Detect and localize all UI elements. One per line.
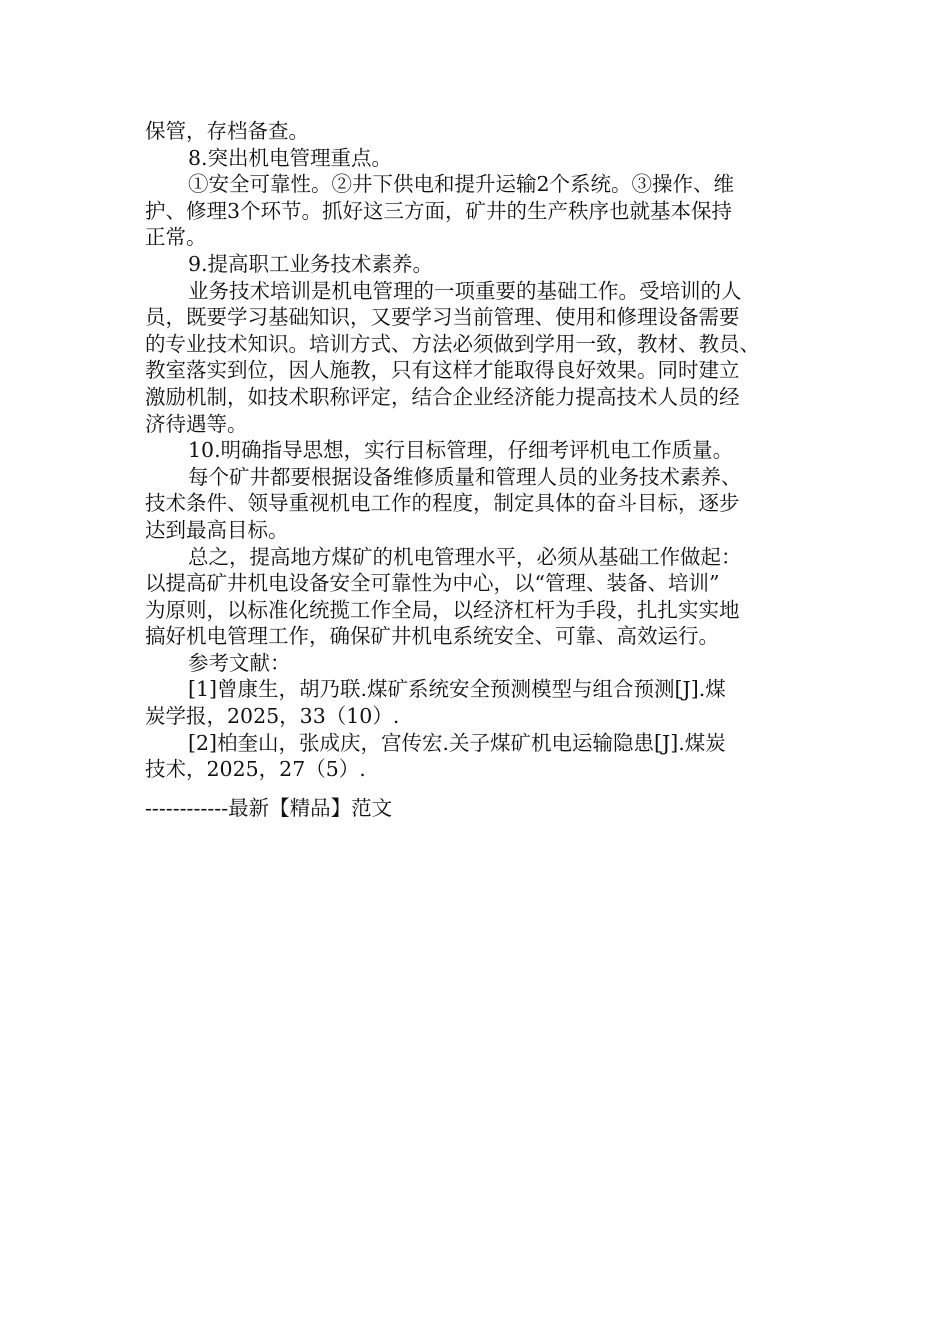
text-line: 教室落实到位，因人施教，只有这样才能取得良好效果。同时建立 (145, 358, 740, 383)
text-line: 护、修理3个环节。抓好这三方面，矿井的生产秩序也就基本保持 (145, 198, 733, 223)
text-line: 10.明确指导思想，实行目标管理，仔细考评机电工作质量。 (188, 438, 734, 463)
text-line: 以提高矿井机电设备安全可靠性为中心，以“管理、装备、培训” (145, 571, 720, 596)
text-line: 激励机制，如技术职称评定，结合企业经济能力提高技术人员的经 (145, 384, 740, 409)
text-line: 技术，2025，27（5）. (145, 757, 366, 782)
text-line: 搞好机电管理工作，确保矿井机电系统安全、可靠、高效运行。 (145, 624, 719, 649)
text-line: [1]曾康生，胡乃联.煤矿系统安全预测模型与组合预测[J].煤 (188, 677, 726, 702)
text-line: [2]柏奎山，张成庆，宫传宏.关子煤矿机电运输隐患[J].煤炭 (188, 730, 726, 755)
text-line: 参考文献： (188, 650, 291, 675)
text-line: 总之，提高地方煤矿的机电管理水平，必须从基础工作做起： (188, 544, 742, 569)
text-line: 正常。 (145, 225, 207, 250)
text-line: 技术条件、领导重视机电工作的程度，制定具体的奋斗目标，逐步 (145, 491, 740, 516)
text-line: 的专业技术知识。培训方式、方法必须做到学用一致，教材、教员、 (145, 331, 760, 356)
text-line: 9.提高职工业务技术素养。 (188, 251, 434, 276)
text-line: 为原则，以标准化统揽工作全局，以经济杠杆为手段，扎扎实实地 (145, 597, 740, 622)
text-line: 保管，存档备查。 (145, 119, 309, 143)
text-line: ①安全可靠性。②井下供电和提升运输2个系统。③操作、维 (188, 172, 735, 197)
text-line: 员，既要学习基础知识，又要学习当前管理、使用和修理设备需要 (145, 305, 740, 330)
text-line: 每个矿井都要根据设备维修质量和管理人员的业务技术素养、 (188, 464, 742, 489)
text-line: 炭学报，2025，33（10）. (145, 704, 400, 729)
text-line: 济待遇等。 (145, 411, 248, 436)
text-line: 达到最高目标。 (145, 517, 289, 542)
text-line: 8.突出机电管理重点。 (188, 145, 393, 170)
text-line: 业务技术培训是机电管理的一项重要的基础工作。受培训的人 (188, 278, 742, 303)
document-body (145, 118, 807, 783)
footer-text: ------------最新【精品】范文 (145, 796, 393, 820)
